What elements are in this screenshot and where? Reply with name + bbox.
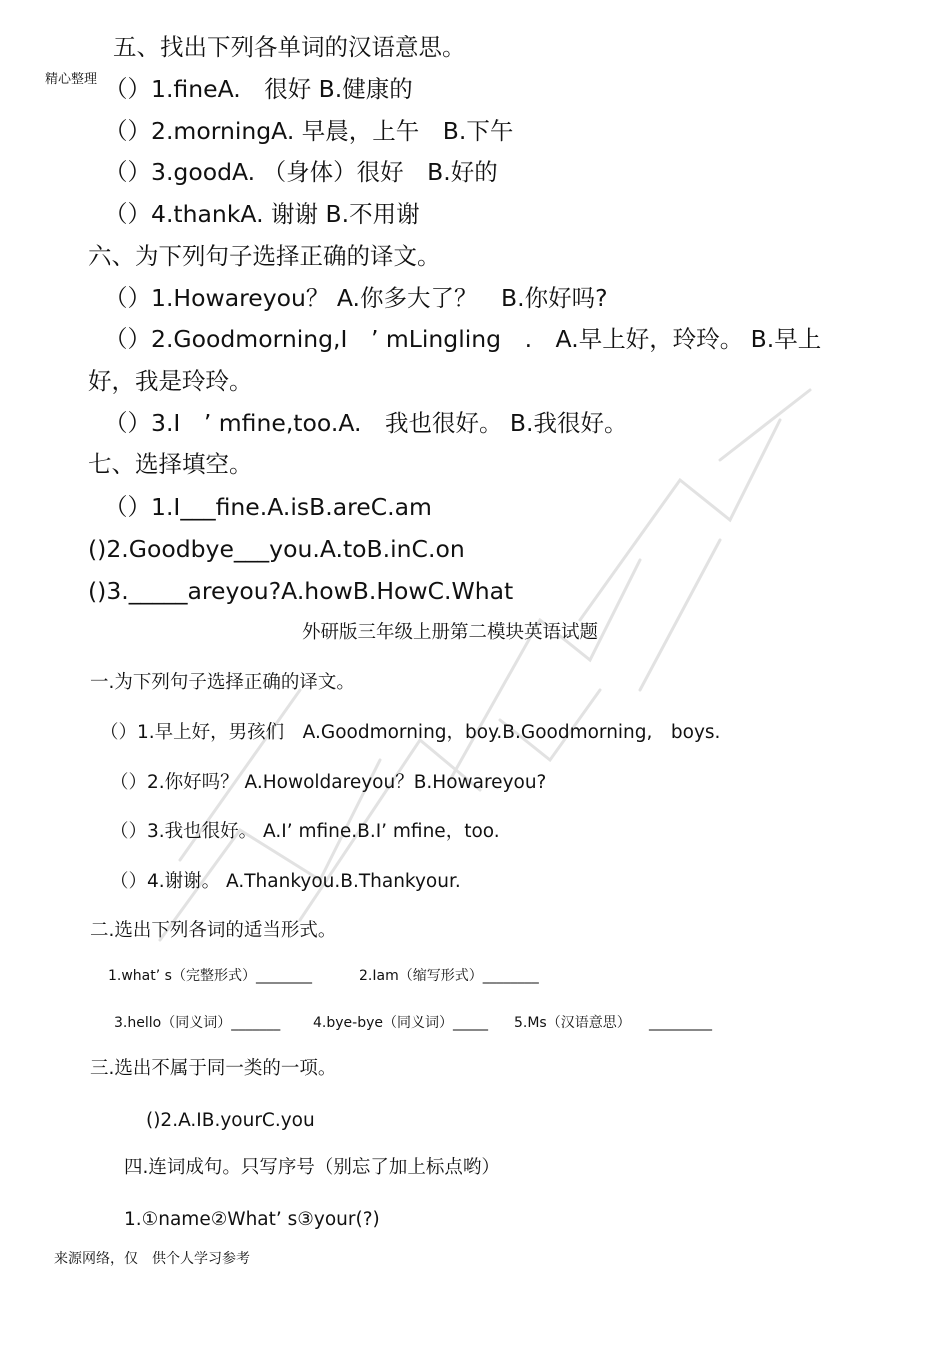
part-b-section2-item-5-blank: _________ xyxy=(649,1015,712,1031)
section5-title: 五、找出下列各单词的汉语意思。 xyxy=(113,33,466,61)
section7-title: 七、选择填空。 xyxy=(88,450,253,478)
part-b-section1-title: 一.为下列句子选择正确的译文。 xyxy=(90,672,355,693)
section6-item-3: （）3.I ’ mfine,too.A. 我也很好。 B.我很好。 xyxy=(104,409,628,437)
section5-item-1: （）1.fineA. 很好 B.健康的 xyxy=(104,75,413,103)
part-b-section2-item-2: 2.Iam（缩写形式）________ xyxy=(359,968,539,984)
section6-item-2: （）2.Goodmorning,I ’ mLingling . A.早上好，玲玲。 B.早上 xyxy=(104,325,822,353)
part-b-section2-item-3: 3.hello（同义词）_______ xyxy=(114,1015,281,1031)
part-b-section1-item-4: （）4.谢谢。 A.Thankyou.B.Thankyour. xyxy=(110,871,461,892)
section6-item-2-cont: 好，我是玲玲。 xyxy=(88,367,253,395)
part-b-section3-item-2: ()2.A.IB.yourC.you xyxy=(146,1110,315,1131)
part-b-section2-title: 二.选出下列各词的适当形式。 xyxy=(90,920,337,941)
part-b-section1-item-1: （）1.早上好，男孩们 A.Goodmorning，boy.B.Goodmorning, boys. xyxy=(100,722,721,743)
part-b-section2-item-4: 4.bye-bye（同义词）_____ xyxy=(313,1015,488,1031)
section5-item-3: （）3.goodA. （身体）很好 B.好的 xyxy=(104,158,498,186)
test-title: 外研版三年级上册第二模块英语试题 xyxy=(302,622,599,643)
part-b-section2-item-5: 5.Ms（汉语意思） xyxy=(514,1015,631,1031)
section7-item-2: ()2.Goodbye___you.A.toB.inC.on xyxy=(88,535,465,563)
section6-title: 六、为下列句子选择正确的译文。 xyxy=(88,242,441,270)
section6-item-1: （）1.Howareyou？ A.你多大了？ B.你好吗? xyxy=(104,284,608,312)
section5-item-4: （）4.thankA. 谢谢 B.不用谢 xyxy=(104,200,420,228)
part-b-section3-title: 三.选出不属于同一类的一项。 xyxy=(90,1058,337,1079)
part-b-section1-item-3: （）3.我也很好。 A.I’ mfine.B.I’ mfine，too. xyxy=(110,821,500,842)
section5-item-2: （）2.morningA. 早晨，上午 B.下午 xyxy=(104,117,514,145)
section7-item-3: ()3._____areyou?A.howB.HowC.What xyxy=(88,577,514,605)
part-b-section2-item-1: 1.what’ s（完整形式）________ xyxy=(108,968,312,984)
footer-note: 来源网络，仅 供个人学习参考 xyxy=(54,1251,250,1267)
part-b-section4-item-1: 1.①name②What’ s③your(?) xyxy=(124,1209,380,1230)
header-note: 精心整理 xyxy=(45,72,98,87)
part-b-section4-title: 四.连词成句。只写序号（别忘了加上标点哟） xyxy=(124,1157,500,1178)
section7-item-1: （）1.I___fine.A.isB.areC.am xyxy=(104,493,432,521)
part-b-section1-item-2: （）2.你好吗？ A.Howoldareyou？B.Howareyou? xyxy=(110,772,547,793)
